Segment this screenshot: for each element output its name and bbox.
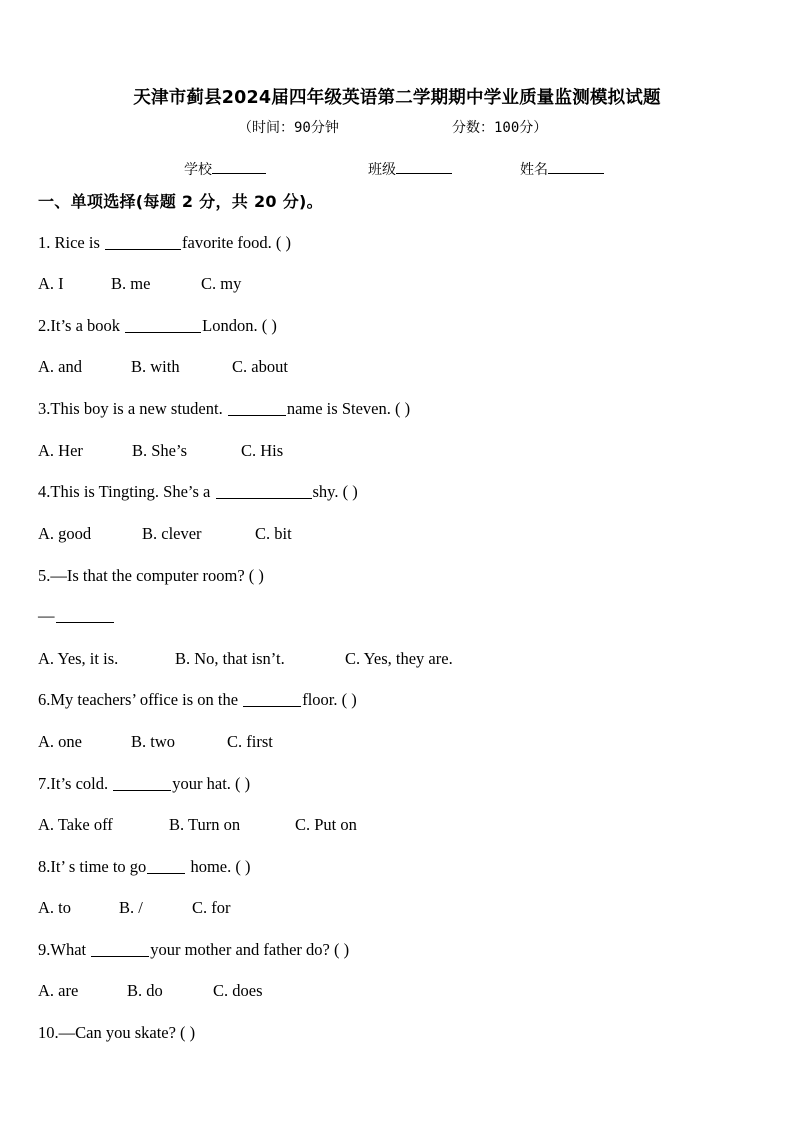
answer-blank[interactable] (216, 482, 312, 499)
option[interactable]: A. Her (38, 441, 83, 460)
question-5: 5.—Is that the computer room? ( ) (38, 566, 264, 585)
exam-title: 天津市蓟县2024届四年级英语第二学期期中学业质量监测模拟试题 (133, 88, 661, 108)
option[interactable]: B. two (131, 732, 176, 751)
option[interactable]: A. and (38, 357, 82, 376)
answer-blank[interactable] (113, 774, 171, 791)
option[interactable]: B. Turn on (169, 815, 241, 834)
exam-time: （时间：90分钟 (238, 120, 339, 136)
option[interactable]: A. good (38, 524, 92, 543)
answer-blank[interactable] (91, 940, 149, 957)
question-10: 10.—Can you skate? ( ) (38, 1023, 196, 1042)
question-8: 8.It’ s time to go home. ( ) (38, 857, 251, 876)
answer-blank[interactable] (56, 606, 114, 623)
option[interactable]: C. first (227, 732, 273, 751)
question-1: 1. Rice is favorite food. ( ) (38, 233, 292, 252)
option[interactable]: C. about (232, 357, 288, 376)
option[interactable]: A. Yes, it is. (38, 649, 119, 668)
option[interactable]: A. one (38, 732, 82, 751)
answer-blank[interactable] (105, 233, 181, 250)
school-label: 学校 (184, 162, 212, 178)
option[interactable]: C. Put on (295, 815, 357, 834)
question-9: 9.What your mother and father do? ( ) (38, 940, 350, 959)
student-info (0, 159, 794, 181)
option[interactable]: C. for (192, 898, 231, 917)
option[interactable]: B. me (111, 274, 151, 293)
question-2: 2.It’s a book London. ( ) (38, 316, 277, 335)
question-3: 3.This boy is a new student. name is Steven. ( ) (38, 399, 411, 418)
option[interactable]: A. to (38, 898, 71, 917)
option[interactable]: A. I (38, 274, 64, 293)
option[interactable]: C. Yes, they are. (345, 649, 453, 668)
option[interactable]: C. does (213, 981, 263, 1000)
question-4: 4.This is Tingting. She’s a shy. ( ) (38, 482, 358, 501)
option[interactable]: A. Take off (38, 815, 113, 834)
option[interactable]: B. do (127, 981, 163, 1000)
option[interactable]: B. No, that isn’t. (175, 649, 285, 668)
name-label: 姓名 (520, 162, 548, 178)
answer-blank[interactable] (125, 316, 201, 333)
option[interactable]: B. / (119, 898, 143, 917)
option[interactable]: C. my (201, 274, 242, 293)
class-field[interactable] (396, 159, 452, 174)
option[interactable]: A. are (38, 981, 79, 1000)
exam-info (0, 117, 794, 139)
question-5-answer-line: — (38, 606, 115, 626)
answer-blank[interactable] (228, 399, 286, 416)
question-6: 6.My teachers’ office is on the floor. ( ) (38, 690, 357, 709)
option[interactable]: C. bit (255, 524, 292, 543)
class-label: 班级 (368, 162, 396, 178)
option[interactable]: B. with (131, 357, 180, 376)
question-7: 7.It’s cold. your hat. ( ) (38, 774, 251, 793)
option[interactable]: B. clever (142, 524, 202, 543)
name-field[interactable] (548, 159, 604, 174)
option[interactable]: B. She’s (132, 441, 188, 460)
section-title: 一、单项选择(每题 2 分，共 20 分)。 (38, 192, 323, 211)
exam-score: 分数：100分） (452, 120, 548, 136)
answer-blank[interactable] (243, 690, 301, 707)
school-field[interactable] (212, 159, 266, 174)
answer-blank[interactable] (147, 857, 185, 874)
option[interactable]: C. His (241, 441, 284, 460)
